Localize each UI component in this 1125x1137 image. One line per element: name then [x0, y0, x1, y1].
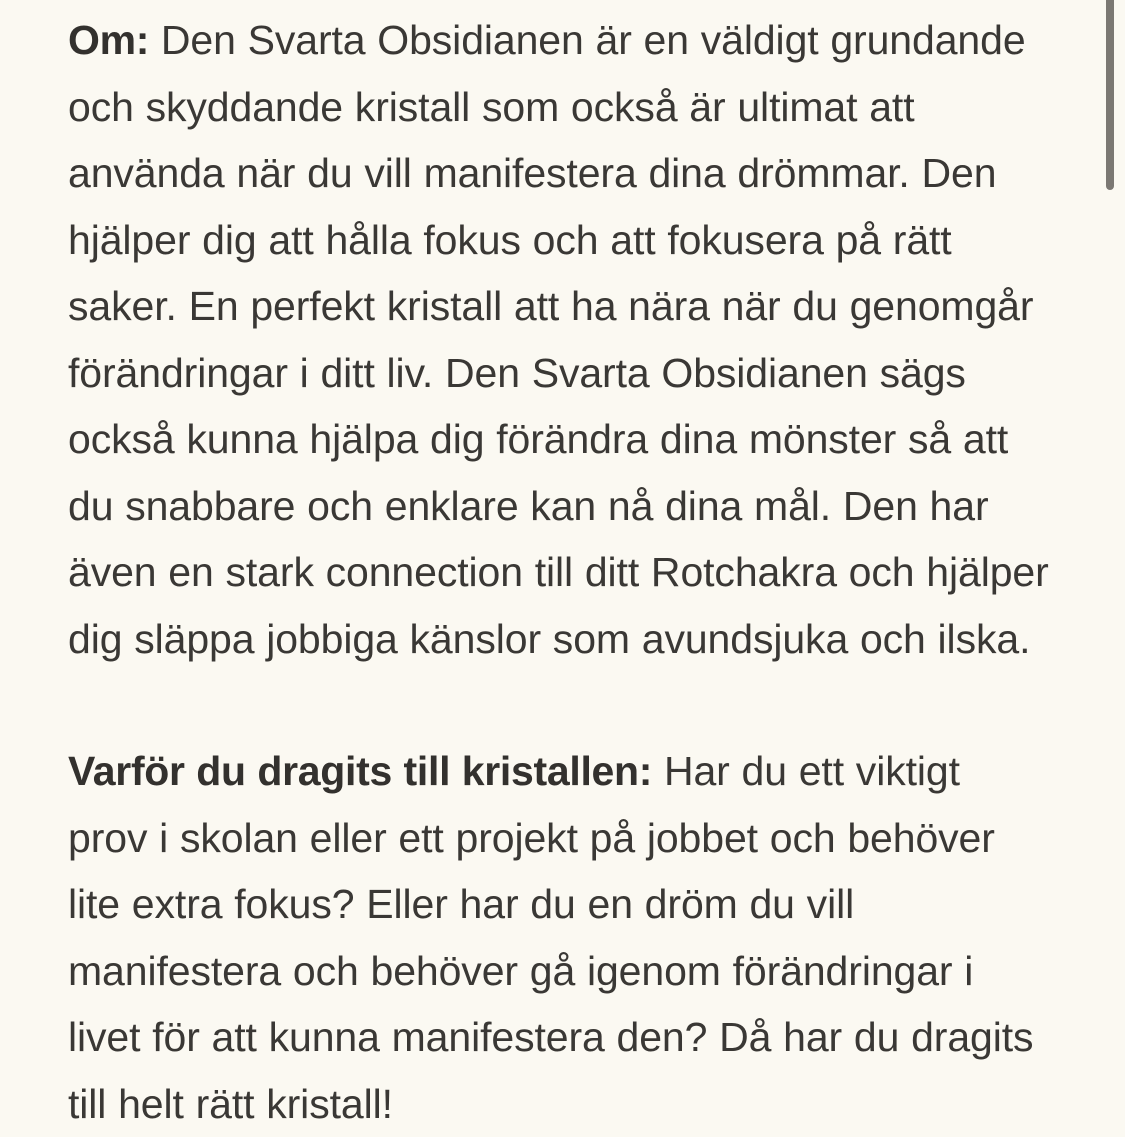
paragraph-about [68, 0, 1050, 672]
paragraph-why [68, 672, 1050, 1137]
paragraph-about-lead-label: Om: [68, 17, 150, 63]
paragraph-why-lead-label: Varför du dragits till kristallen: [68, 748, 653, 794]
paragraph-about-body: Den Svarta Obsidianen är en väldigt grundande och skyddande kristall som också är ultimat att använda när du vill manifestera dina drömmar. Den hjälper dig att hålla fokus och att fokusera på rätt saker. En perfekt kristall att ha nära när du genomgår förändringar i ditt liv. Den Svarta Obsidianen sägs också kunna hjälpa dig förändra dina mönster så att du snabbare och enklare kan nå dina mål. Den har även en stark connection till ditt Rotchakra och hjälper dig släppa jobbiga känslor som avundsjuka och ilska. [68, 17, 1049, 662]
paragraph-why-body: Har du ett viktigt prov i skolan eller ett projekt på jobbet och behöver lite extra fokus? Eller har du en dröm du vill manifestera och behöver gå igenom förändringar i livet för att kunna manifestera den? Då har du dragits till helt rätt kristall! [68, 748, 1034, 1127]
